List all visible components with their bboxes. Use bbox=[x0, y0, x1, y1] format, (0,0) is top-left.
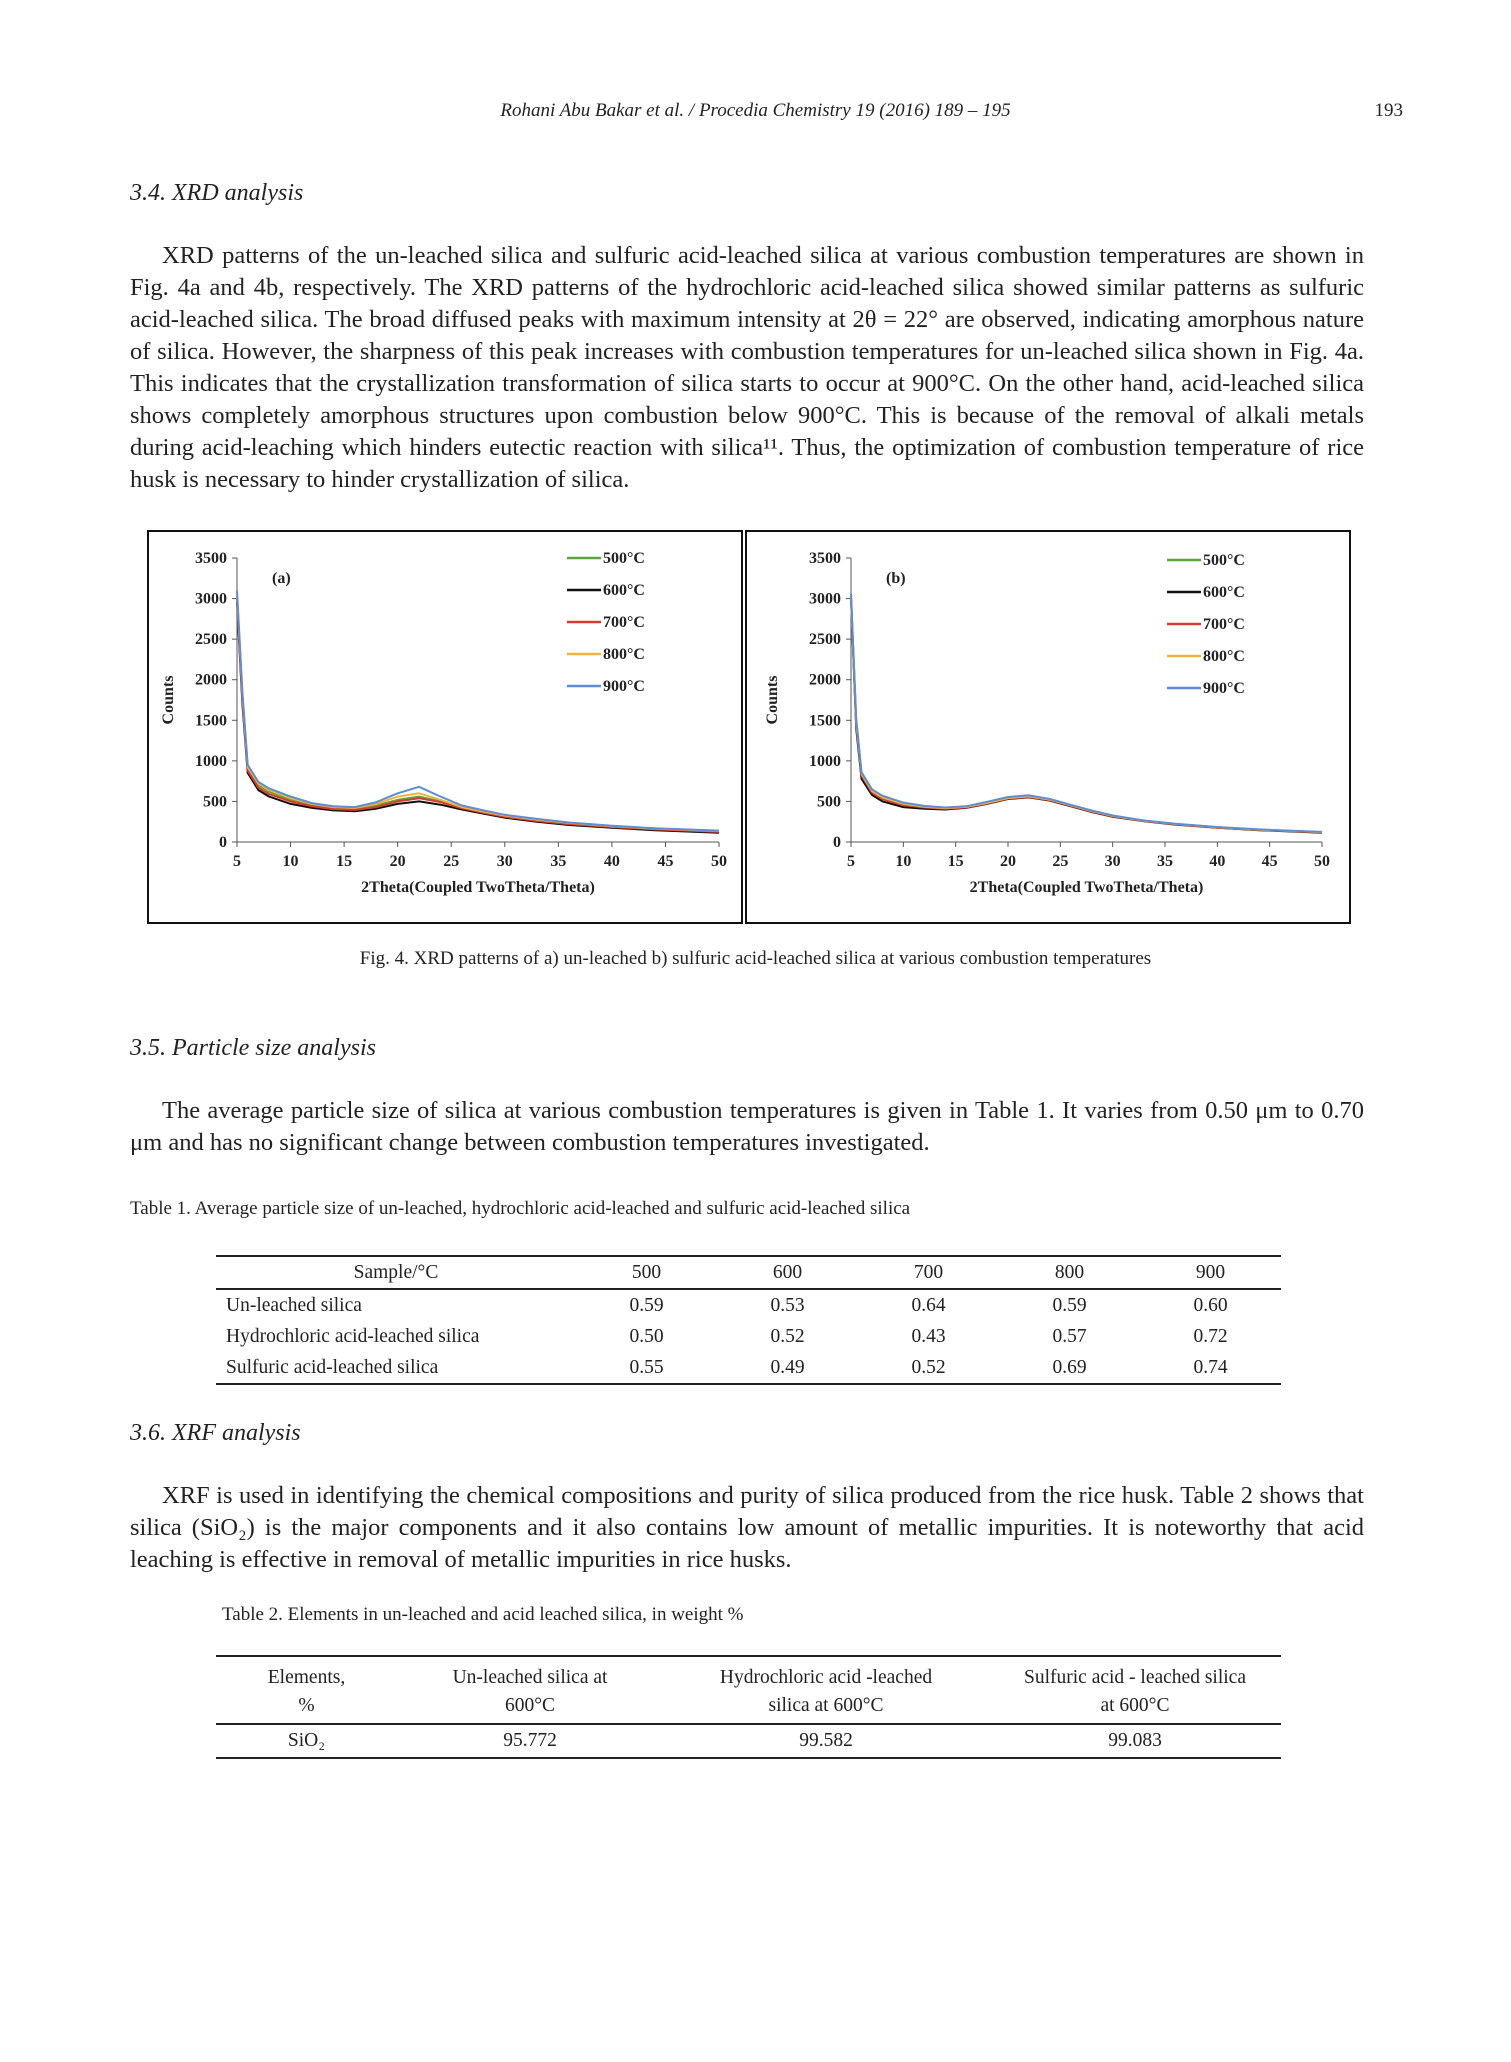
table-cell: Sulfuric acid-leached silica bbox=[216, 1352, 576, 1384]
section-heading-xrf: 3.6. XRF analysis bbox=[130, 1420, 301, 1446]
figure-caption: Fig. 4. XRD patterns of a) un-leached b) sulfuric acid-leached silica at various combustion temperatures bbox=[359, 948, 1152, 969]
section-heading-particle: 3.5. Particle size analysis bbox=[130, 1035, 376, 1061]
table1-header: Sample/°C bbox=[216, 1256, 576, 1289]
x-tick-label: 20 bbox=[389, 853, 406, 870]
table1-header: 900 bbox=[1140, 1256, 1281, 1289]
legend-label: 700°C bbox=[1203, 616, 1245, 633]
series-line-800 bbox=[851, 595, 1322, 832]
legend-label: 600°C bbox=[1203, 584, 1245, 601]
x-tick-label: 45 bbox=[1261, 853, 1278, 870]
y-tick-label: 0 bbox=[219, 834, 227, 851]
legend-label: 500°C bbox=[603, 550, 645, 567]
paragraph-xrd bbox=[130, 240, 1364, 496]
x-tick-label: 15 bbox=[947, 853, 964, 870]
legend-label: 600°C bbox=[603, 582, 645, 599]
table-cell: 0.64 bbox=[911, 1294, 946, 1316]
x-tick-label: 25 bbox=[443, 853, 460, 870]
y-tick-label: 500 bbox=[203, 793, 227, 811]
table-cell: 95.772 bbox=[397, 1724, 663, 1758]
table-cell: 0.72 bbox=[1193, 1325, 1228, 1347]
table-row bbox=[216, 1724, 1281, 1758]
paragraph-xrf-text: XRF is used in identifying the chemical compositions and purity of silica produced from the rice husk. Table 2 shows that silica (SiO₂) is the major components and it also contains low amount of metallic impurities. It is noteworthy that acid leaching is effective in removal of metallic impurities in rice husks. bbox=[130, 1482, 1364, 1573]
x-tick-label: 10 bbox=[282, 853, 299, 870]
x-tick-label: 50 bbox=[1314, 853, 1330, 870]
table-cell: 0.57 bbox=[1052, 1325, 1087, 1347]
table-row bbox=[216, 1352, 1281, 1384]
legend-label: 800°C bbox=[1203, 648, 1245, 665]
xrd-chart-a bbox=[149, 532, 741, 922]
series-line-600 bbox=[851, 599, 1322, 833]
table-cell: 0.49 bbox=[717, 1352, 858, 1384]
table1-header: 600 bbox=[717, 1256, 858, 1289]
table-cell: SiO₂ bbox=[216, 1724, 397, 1758]
series-line-900 bbox=[851, 594, 1322, 832]
table-cell: 0.60 bbox=[1193, 1294, 1228, 1316]
x-tick-label: 50 bbox=[711, 853, 727, 870]
table2-header: Hydrochloric acid -leached bbox=[663, 1656, 989, 1692]
table2-header: Elements, bbox=[216, 1656, 397, 1692]
y-tick-label: 2000 bbox=[809, 671, 841, 689]
table2-header: % bbox=[216, 1692, 397, 1724]
legend-label: 500°C bbox=[1203, 552, 1245, 569]
table-cell: 0.74 bbox=[1140, 1352, 1281, 1384]
y-axis-label: Counts bbox=[160, 675, 177, 725]
table2-header: silica at 600°C bbox=[663, 1692, 989, 1724]
table2-header: 600°C bbox=[397, 1692, 663, 1724]
y-tick-label: 2500 bbox=[809, 631, 841, 649]
y-tick-label: 500 bbox=[817, 793, 841, 811]
series-line-500 bbox=[851, 595, 1322, 833]
table2-caption: Table 2. Elements in un-leached and acid leached silica, in weight % bbox=[222, 1604, 744, 1625]
figure-4 bbox=[147, 530, 1351, 924]
paragraph-xrd-text: XRD patterns of the un-leached silica and sulfuric acid-leached silica at various combustion temperatures are shown in Fig. 4a and 4b, respectively. The XRD patterns of the hydrochloric acid-leached silica showed similar patterns as sulfuric acid-leached silica. The broad diffused peaks with maximum intensity at 2θ = 22° are observed, indicating amorphous nature of silica. However, the sharpness of this peak increases with combustion temperatures for un-leached silica shown in Fig. 4a. This indicates that the crystallization transformation of silica starts to occur at 900°C. On the other hand, acid-leached silica shows completely amorphous structures upon combustion below 900°C. This is because of the removal of alkali metals during acid-leaching which hinders eutectic reaction with silica¹¹. Thus, the optimization of combustion temperature of rice husk is necessary to hinder crystallization of silica. bbox=[130, 242, 1364, 493]
paragraph-particle-text: The average particle size of silica at various combustion temperatures is given in Table 1. It varies from 0.50 μm to 0.70 μm and has no significant change between combustion temperatures investigated. bbox=[130, 1097, 1364, 1156]
y-tick-label: 1000 bbox=[809, 752, 841, 770]
table1-header: 500 bbox=[576, 1256, 717, 1289]
legend-label: 900°C bbox=[1203, 680, 1245, 697]
table-cell: Hydrochloric acid-leached silica bbox=[226, 1325, 480, 1347]
table1-caption: Table 1. Average particle size of un-leached, hydrochloric acid-leached and sulfuric acid-leached silica bbox=[130, 1198, 911, 1219]
table2-header: Un-leached silica at bbox=[397, 1656, 663, 1692]
paragraph-particle bbox=[130, 1095, 1364, 1159]
table-cell: 0.59 bbox=[1052, 1294, 1087, 1316]
y-tick-label: 3500 bbox=[809, 550, 841, 567]
x-tick-label: 20 bbox=[1000, 853, 1016, 870]
table-cell: Un-leached silica bbox=[226, 1294, 362, 1316]
y-tick-label: 0 bbox=[833, 834, 841, 851]
x-tick-label: 5 bbox=[233, 853, 241, 870]
table1-header: 800 bbox=[999, 1256, 1140, 1289]
table-cell: 0.50 bbox=[629, 1325, 664, 1347]
table-cell: 99.083 bbox=[989, 1724, 1281, 1758]
y-tick-label: 1500 bbox=[195, 712, 227, 730]
running-head: Rohani Abu Bakar et al. / Procedia Chemistry 19 (2016) 189 – 195 bbox=[500, 100, 1011, 121]
x-tick-label: 25 bbox=[1052, 853, 1069, 870]
table1-header: 700 bbox=[858, 1256, 999, 1289]
table-cell: 0.69 bbox=[999, 1352, 1140, 1384]
panel-b bbox=[745, 530, 1351, 924]
x-tick-label: 30 bbox=[496, 853, 513, 870]
y-tick-label: 3000 bbox=[809, 590, 841, 608]
y-tick-label: 3000 bbox=[195, 590, 227, 608]
table2-header: Sulfuric acid - leached silica bbox=[989, 1656, 1281, 1692]
table2-header: at 600°C bbox=[989, 1692, 1281, 1724]
x-axis-label: 2Theta(Coupled TwoTheta/Theta) bbox=[969, 879, 1204, 896]
table-cell: 0.55 bbox=[576, 1352, 717, 1384]
y-tick-label: 1500 bbox=[809, 712, 841, 730]
y-tick-label: 2500 bbox=[195, 631, 227, 649]
x-tick-label: 10 bbox=[895, 853, 912, 870]
series-line-800 bbox=[237, 595, 719, 832]
table1-header-row bbox=[216, 1256, 1281, 1289]
x-axis-label: 2Theta(Coupled TwoTheta/Theta) bbox=[361, 879, 595, 896]
table2-header-row bbox=[216, 1692, 1281, 1724]
xrd-chart-b bbox=[747, 532, 1349, 922]
legend-label: 900°C bbox=[603, 678, 645, 695]
table-cell: 0.53 bbox=[770, 1294, 805, 1316]
section-heading-xrd: 3.4. XRD analysis bbox=[130, 180, 304, 206]
x-tick-label: 5 bbox=[847, 853, 855, 870]
panel-label: (a) bbox=[272, 570, 291, 587]
x-tick-label: 30 bbox=[1104, 853, 1121, 870]
series-line-700 bbox=[851, 597, 1322, 833]
page-number: 193 bbox=[1374, 100, 1403, 121]
panel-label: (b) bbox=[886, 570, 906, 587]
table2-header-row bbox=[216, 1656, 1281, 1692]
y-axis-label: Counts bbox=[764, 675, 781, 725]
table-cell: 0.52 bbox=[770, 1325, 805, 1347]
x-tick-label: 15 bbox=[336, 853, 353, 870]
series-line-900 bbox=[237, 591, 719, 831]
legend-label: 800°C bbox=[603, 646, 645, 663]
table-row bbox=[216, 1289, 1281, 1321]
x-tick-label: 35 bbox=[550, 853, 567, 870]
paragraph-xrf bbox=[130, 1480, 1364, 1576]
series-line-700 bbox=[237, 597, 719, 832]
table-cell: 0.43 bbox=[911, 1325, 946, 1347]
x-tick-label: 40 bbox=[603, 853, 620, 870]
series-line-500 bbox=[237, 599, 719, 832]
table-cell: 99.582 bbox=[663, 1724, 989, 1758]
y-tick-label: 2000 bbox=[195, 671, 227, 689]
panel-a bbox=[147, 530, 743, 924]
y-tick-label: 1000 bbox=[195, 752, 227, 770]
legend-label: 700°C bbox=[603, 614, 645, 631]
table-1 bbox=[216, 1255, 1281, 1385]
series-line-600 bbox=[237, 603, 719, 833]
x-tick-label: 40 bbox=[1209, 853, 1226, 870]
table-cell: 0.52 bbox=[858, 1352, 999, 1384]
table-cell: 0.59 bbox=[629, 1294, 664, 1316]
x-tick-label: 35 bbox=[1157, 853, 1173, 870]
x-tick-label: 45 bbox=[657, 853, 674, 870]
y-tick-label: 3500 bbox=[195, 550, 227, 567]
table-2 bbox=[216, 1655, 1281, 1759]
table-row bbox=[216, 1321, 1281, 1352]
